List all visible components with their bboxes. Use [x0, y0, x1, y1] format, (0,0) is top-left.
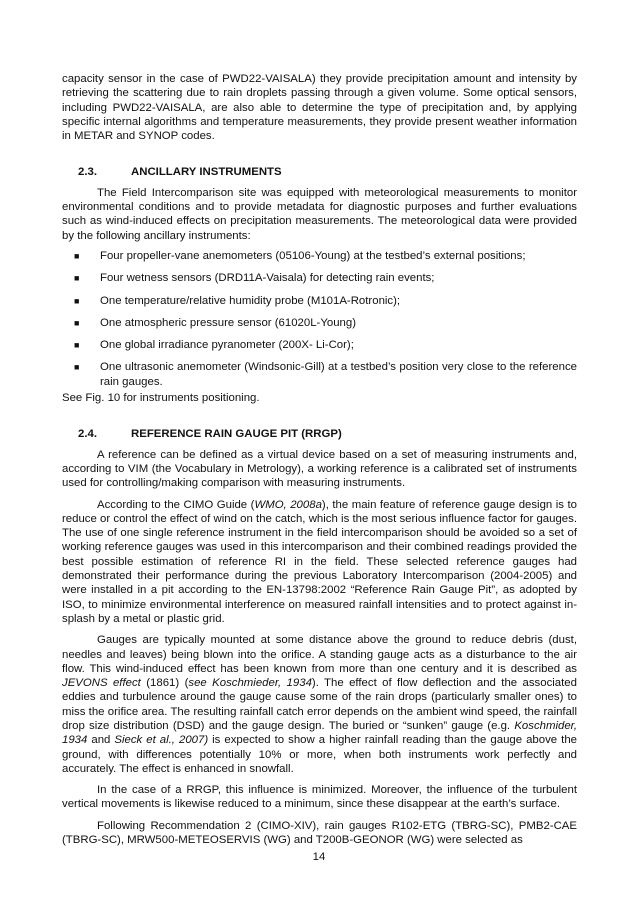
jevons-effect-term: JEVONS effect — [62, 677, 141, 690]
figure-reference: See Fig. 10 for instruments positioning. — [62, 392, 260, 405]
citation: Koschmider, 1934 — [62, 719, 577, 747]
list-item: ■ One temperature/relative humidity probe (M101A-Rotronic); — [62, 294, 577, 308]
list-item: ■ Four wetness sensors (DRD11A-Vaisala) for detecting rain events; — [62, 271, 577, 285]
square-bullet-icon: ■ — [74, 295, 80, 306]
list-item: ■ One atmospheric pressure sensor (61020L-Young) — [62, 316, 577, 330]
list-item: ■ Four propeller-vane anemometers (05106-Young) at the testbed’s external positions; — [62, 249, 577, 263]
square-bullet-icon: ■ — [74, 317, 80, 328]
ancillary-instruments-list — [62, 249, 577, 389]
citation: Sieck et al., 2007) — [114, 734, 209, 747]
square-bullet-icon: ■ — [74, 250, 80, 261]
ancillary-paragraph: The Field Intercomparison site was equipped with meteorological measurements to monitor environmental conditions and to provide metadata for diagnostic purposes and further evaluations such as wind-induced effects on precipitation measurements. The meteorological data were provided by the following ancillary instruments: — [62, 186, 577, 242]
document-page — [62, 72, 577, 847]
intro-paragraph: capacity sensor in the case of PWD22-VAISALA) they provide precipitation amount and intensity by retrieving the scattering due to rain droplets passing through a given volume. Some optical sensors, including PWD22-VAISALA, are also able to determine the type of precipitation and, by applying specific internal algorithms and temperature measurements, they provide present weather information in METAR and SYNOP codes. — [62, 73, 577, 143]
rrgp-paragraph-5: Following Recommendation 2 (CIMO-XIV), rain gauges R102-ETG (TBRG-SC), PMB2-CAE (TBRG-SC), MRW500-METEOSERVIS (WG) and T200B-GEONOR (WG) were selected as — [62, 819, 577, 847]
section-number: 2.4. — [78, 428, 97, 441]
page-number: 14 — [312, 851, 326, 863]
section-number: 2.3. — [78, 166, 97, 179]
list-item: ■ One ultrasonic anemometer (Windsonic-Gill) at a testbed’s position very close to the reference rain gauges. — [62, 360, 577, 389]
square-bullet-icon: ■ — [74, 273, 80, 284]
list-item: ■ One global irradiance pyranometer (200X- Li-Cor); — [62, 338, 577, 352]
citation: WMO, 2008a — [254, 498, 322, 511]
rrgp-paragraph-4: In the case of a RRGP, this influence is minimized. Moreover, the influence of the turbulent vertical movements is likewise reduced to a minimum, since these disappear at the earth’s surface. — [62, 784, 577, 811]
section-2-3-heading — [62, 165, 577, 179]
square-bullet-icon: ■ — [74, 340, 80, 351]
rrgp-paragraph-2: According to the CIMO Guide (WMO, 2008a), the main feature of reference gauge design is to reduce or control the effect of wind on the catch, which is the most serious influence factor for gauges. The use of one single reference instrument in the field intercomparison should be avoided so a set of working reference gauges was used in this intercomparison and their combined readings provided the best possible estimation of reference RI in the field. These selected reference gauges had demonstrated their performance during the previous Laboratory Intercomparison (2004-2005) and were installed in a pit according to the EN-13798:2002 “Reference Rain Gauge Pit”, as adopted by ISO, to minimize environmental interference on measured rainfall intensities and to protect against in-splash by a metal or plastic grid. — [62, 498, 577, 625]
section-title: ANCILLARY INSTRUMENTS — [131, 166, 282, 179]
rrgp-paragraph-3: Gauges are typically mounted at some distance above the ground to reduce debris (dust, needles and leaves) being blown into the orifice. A standing gauge acts as a disturbance to the air flow. This wind-induced effect has been known from more than one century and it is described as JEVONS effect (1861) (see Koschmieder, 1934). The effect of flow deflection and the associated eddies and turbulence around the gauge cause some of the rain drops (particularly smaller ones) to miss the orifice area. The resulting rainfall catch error depends on the ambient wind speed, the rainfall drop size distribution (DSD) and the gauge design. The buried or “sunken” gauge (e.g. Koschmider, 1934 and Sieck et al., 2007) is expected to show a higher rainfall reading than the gauge above the ground, with differences potentially 10% or more, when both instruments work perfectly and accurately. The effect is enhanced in snowfall. — [62, 634, 577, 775]
section-title: REFERENCE RAIN GAUGE PIT (RRGP) — [131, 428, 342, 441]
rrgp-paragraph-1: A reference can be defined as a virtual device based on a set of measuring instruments and, according to VIM (the Vocabulary in Metrology), a working reference is a calibrated set of instruments used for controlling/making comparison with measuring instruments. — [62, 448, 577, 490]
square-bullet-icon: ■ — [74, 362, 80, 373]
citation: see Koschmieder, 1934 — [188, 677, 312, 690]
section-2-4-heading — [62, 427, 577, 441]
